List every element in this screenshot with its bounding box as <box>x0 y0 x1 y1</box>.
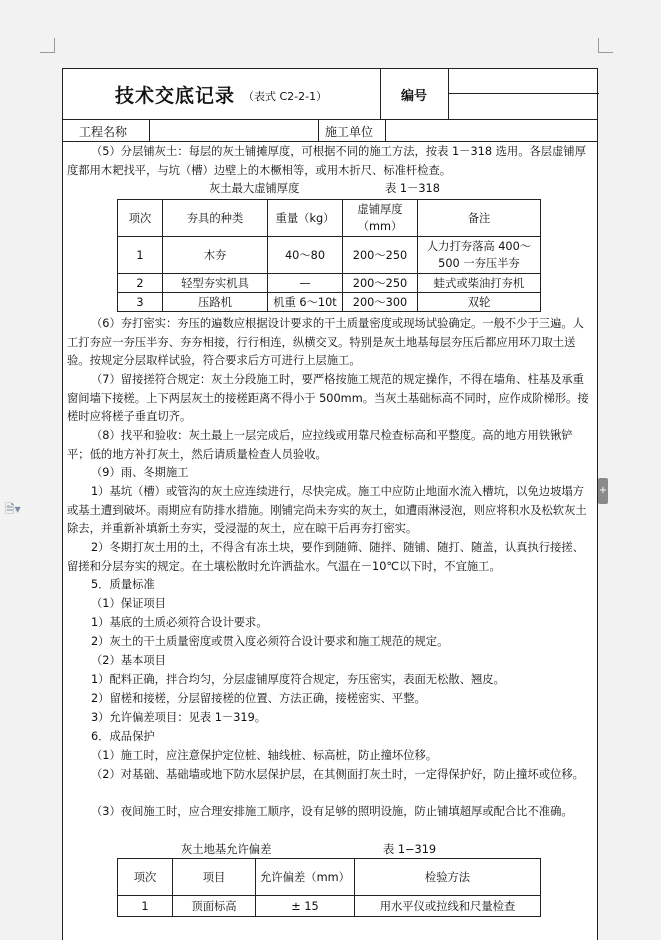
table-cell: 40～80 <box>268 237 343 274</box>
table-header-cell: 检验方法 <box>355 859 541 896</box>
divider <box>449 93 599 94</box>
table2-caption: 灰土地基允许偏差 <box>181 843 272 856</box>
divider <box>448 69 449 119</box>
table-cell: 轻型夯实机具 <box>163 274 268 293</box>
guarantee-item-1: 1）基底的土质必须符合设计要求。 <box>91 616 268 629</box>
paragraph-layering: （5）分层铺灰土：每层的灰土铺摊厚度，可根据不同的施工方法，按表 1－318 选用。各层虚铺厚度都用木耙找平，与坑（槽）边壁上的木橛相等，或用木折尺、标准杆检查。 <box>67 145 586 177</box>
form-header <box>63 69 597 120</box>
paragraph-leveling: （8）找平和验收：灰土最上一层完成后，应拉线或用靠尺检查标高和平整度。高的地方用铁锹铲平；低的地方补打灰土，然后请质量检查人员验收。 <box>67 429 573 461</box>
table-cell: 2 <box>118 274 163 293</box>
guarantee-item-2: 2）灰土的干土质量密度或贯入度必须符合设计要求和施工规范的规定。 <box>91 635 449 648</box>
table-header-cell: 允许偏差（mm） <box>256 859 355 896</box>
table-header-cell: 项次 <box>118 200 163 237</box>
table2-number: 表 1−319 <box>383 843 437 856</box>
table-row <box>118 237 541 274</box>
table-cell: 双轮 <box>418 293 541 312</box>
table-cell: 200～250 <box>343 274 418 293</box>
heading-guarantee-items: （1）保证项目 <box>91 597 166 610</box>
paragraph-compaction: （6）夯打密实：夯压的遍数应根据设计要求的干土质量密度或现场试验确定。一般不少于三遍。人工打夯应一夯压半夯、夯夯相接，行行相连，纵横交叉。特别是灰土地基每层夯压后都应用环刀取土送验。按规定分层取样试验，符合要求后方可进行上层施工。 <box>67 317 584 368</box>
table-cell: ± 15 <box>256 896 355 917</box>
section-quality-standard: 5．质量标准 <box>91 578 155 591</box>
basic-item-3: 3）允许偏差项目：见表 1－319。 <box>91 711 267 724</box>
heading-basic-items: （2）基本项目 <box>91 654 166 667</box>
divider <box>380 69 381 119</box>
table-cell: 1 <box>118 896 173 917</box>
paragraph-rainy: 1）基坑（槽）或管沟的灰土应连续进行，尽快完成。施工中应防止地面水流入槽坑，以免边坡塌方或基土遭到破坏。雨期应有防排水措施。刚铺完尚未夯实的灰土，如遭雨淋浸泡，则应将积水及松软灰土除去，并重新补填新土夯实，受浸湿的灰土，应在晾干后再夯打密实。 <box>67 485 587 536</box>
table-row <box>118 896 541 917</box>
protection-item-1: （1）施工时，应注意保护定位桩、轴线桩、标高桩，防止撞坏位移。 <box>91 749 438 762</box>
allowable-deviation-table <box>117 858 541 917</box>
table-row <box>118 293 541 312</box>
protection-item-2: （2）对基础、基础墙或地下防水层保护层，在其侧面打灰土时，一定得保护好，防止撞坏或位移。 <box>91 768 584 781</box>
table-cell: — <box>268 274 343 293</box>
crop-mark-top-left <box>40 38 55 53</box>
project-name-label: 工程名称 <box>79 125 128 139</box>
table-header-row <box>118 200 541 237</box>
technical-disclosure-form <box>62 68 598 940</box>
number-label: 编号 <box>401 89 428 104</box>
table-cell: 200～300 <box>343 293 418 312</box>
table-header-cell: 项目 <box>173 859 256 896</box>
protection-item-3: （3）夜间施工时，应合理安排施工顺序，设有足够的照明设施，防止铺填超厚或配合比不准确。 <box>91 805 573 818</box>
divider <box>318 119 319 141</box>
basic-item-1: 1）配料正确，拌合均匀，分层虚铺厚度符合规定，夯压密实，表面无松散、翘皮。 <box>91 673 505 686</box>
max-loose-thickness-table <box>117 199 541 312</box>
basic-item-2: 2）留槎和接槎，分层留接槎的位置、方法正确，接槎密实、平整。 <box>91 692 426 705</box>
document-icon[interactable]: 🗎▾ <box>5 502 21 516</box>
table-header-cell: 夯具的种类 <box>163 200 268 237</box>
table1-number: 表 1－318 <box>385 182 440 195</box>
table-row <box>118 274 541 293</box>
table-cell: 用水平仪或拉线和尺量检查 <box>355 896 541 917</box>
table-cell: 200～250 <box>343 237 418 274</box>
table-cell: 蛙式或柴油打夯机 <box>418 274 541 293</box>
table-cell: 压路机 <box>163 293 268 312</box>
table-header-cell: 项次 <box>118 859 173 896</box>
table-header-cell: 重量（kg） <box>268 200 343 237</box>
table-header-cell: 虚铺厚度（mm） <box>343 200 418 237</box>
table-header-row <box>118 859 541 896</box>
section-product-protection: 6．成品保护 <box>91 730 155 743</box>
table-cell: 机重 6～10t <box>268 293 343 312</box>
table-cell: 3 <box>118 293 163 312</box>
form-title: 技术交底记录 <box>115 85 236 107</box>
form-subtitle: （表式 C2-2-1） <box>243 90 328 103</box>
divider <box>385 119 386 141</box>
paragraph-joints: （7）留接搓符合规定：灰土分段施工时，要严格按施工规范的规定操作，不得在墙角、柱基及承重窗间墙下接槎。上下两层灰土的接槎距离不得小于 500mm。当灰土基础标高不同时，应作成阶梯形。接槎时应将槎子垂直切齐。 <box>67 373 589 424</box>
construction-unit-label: 施工单位 <box>325 125 374 139</box>
table-header-cell: 备注 <box>418 200 541 237</box>
table-cell: 木夯 <box>163 237 268 274</box>
paragraph-season-heading: （9）雨、冬期施工 <box>91 466 189 479</box>
table-cell: 顶面标高 <box>173 896 256 917</box>
project-row <box>63 119 597 142</box>
side-expand-tab[interactable]: + <box>598 478 608 504</box>
paragraph-winter: 2）冬期打灰土用的土，不得含有冻土块，要作到随筛、随拌、随铺、随打、随盖，认真执行接搓、留搓和分层夯实的规定。在土壤松散时允许洒盐水。气温在－10℃以下时，不宜施工。 <box>67 541 584 573</box>
crop-mark-top-right <box>598 38 613 53</box>
table1-caption: 灰土最大虚铺厚度 <box>209 182 300 195</box>
table-cell: 1 <box>118 237 163 274</box>
table-cell: 人力打夯落高 400～500 一夯压半夯 <box>418 237 541 274</box>
divider <box>149 119 150 141</box>
